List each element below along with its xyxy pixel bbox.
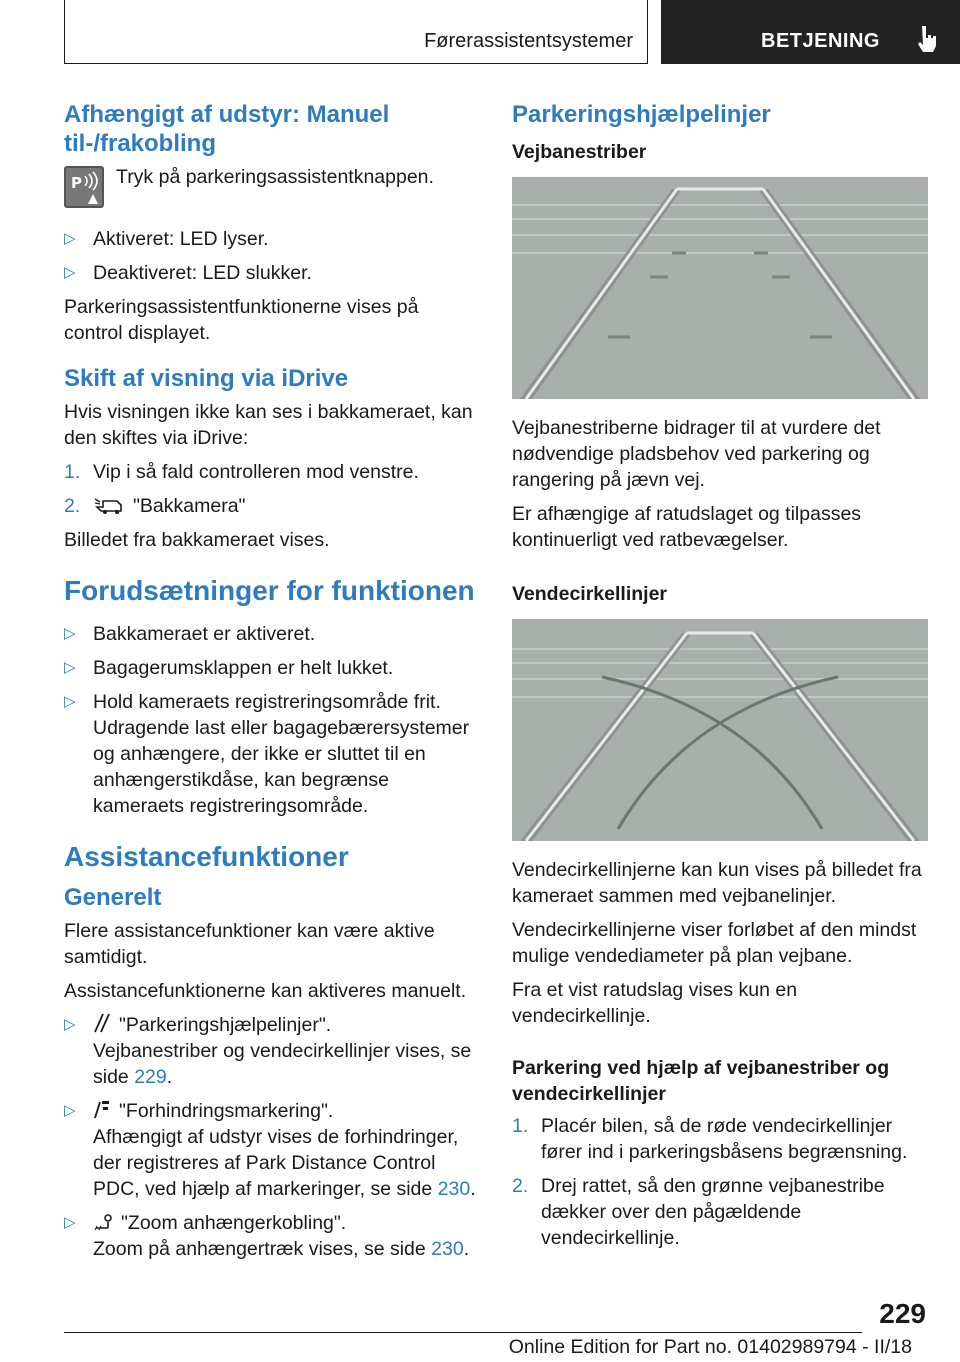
function-item: ▷ "Parkeringshjælpelinjer". Vejbanestriber og vendecirkellinjer vises, se side 229. xyxy=(64,1014,472,1088)
heading-assist-functions: Assistancefunktioner xyxy=(64,841,349,872)
numbered-step: 1. Placér bilen, så de røde vendecirkellinjer fører ind i parkeringsbåsens begrænsning. xyxy=(512,1115,908,1163)
page-link[interactable]: 230 xyxy=(431,1238,464,1260)
paragraph: Assistancefunktionerne kan aktiveres manuelt. xyxy=(64,980,467,1002)
function-item: ▷ "Zoom anhængerkobling". Zoom på anhængertræk vises, se side 230. xyxy=(64,1212,470,1260)
paragraph: Billedet fra bakkameraet vises. xyxy=(64,529,330,551)
header-chapter-tab xyxy=(661,0,960,64)
bullet-marker-icon: ▷ xyxy=(64,264,76,281)
parking-assist-button-icon xyxy=(64,166,104,208)
lane-lines-illustration xyxy=(512,177,928,399)
bullet-item: ▷ Deaktiveret: LED slukker. xyxy=(64,262,312,284)
heading-prerequisites: Forudsætninger for funktionen xyxy=(64,575,475,606)
button-instruction xyxy=(64,164,479,216)
right-column xyxy=(512,100,932,1259)
heading-manual-toggle: Afhængigt af udstyr: Manuel til-/frakobling xyxy=(64,101,390,157)
header-section-title: Førerassistentsystemer xyxy=(424,30,633,52)
heading-idrive: Skift af visning via iDrive xyxy=(64,365,349,392)
rear-camera-icon xyxy=(93,493,125,515)
bullet-marker-icon: ▷ xyxy=(64,1016,76,1033)
left-column xyxy=(64,100,479,1270)
subheading-parking-procedure: Parkering ved hjælp af vejbanestriber og vendecirkellinjer xyxy=(512,1057,890,1105)
paragraph: Flere assistancefunktioner kan være aktive samtidigt. xyxy=(64,920,435,968)
turning-lines-figure xyxy=(512,619,928,841)
paragraph: Hvis visningen ikke kan ses i bakkameraet, kan den skiftes via iDrive: xyxy=(64,401,473,449)
bullet-item: ▷ Aktiveret: LED lyser. xyxy=(64,228,269,250)
bullet-marker-icon: ▷ xyxy=(64,1102,76,1119)
bullet-item: ▷ Hold kameraets registreringsområde frit. Udragende last eller bagagebærersystemer og anhængere, der ikke er sluttet til en anhængerstikdåse, kan begrænse kameraets registreringsområde. xyxy=(64,691,470,817)
bullet-marker-icon: ▷ xyxy=(64,625,76,642)
footer-rule xyxy=(64,1332,862,1333)
page-link[interactable]: 229 xyxy=(134,1066,167,1088)
parking-lines-icon xyxy=(93,1012,111,1034)
header-chapter-title: BETJENING xyxy=(761,30,880,52)
paragraph: Er afhængige af ratudslaget og tilpasses kontinuerligt ved ratbevægelser. xyxy=(512,503,862,551)
paragraph: Vejbanestriberne bidrager til at vurdere det nødvendige pladsbehov ved parkering og rangering på jævn vej. xyxy=(512,417,881,491)
page-number: 229 xyxy=(879,1298,926,1329)
paragraph: Parkeringsassistentfunktionerne vises på control displayet. xyxy=(64,296,419,344)
heading-parking-lines: Parkeringshjælpelinjer xyxy=(512,101,771,128)
header-section-box xyxy=(64,0,648,64)
bullet-marker-icon: ▷ xyxy=(64,1214,76,1231)
hand-pointer-icon xyxy=(916,24,938,54)
function-item: ▷ "Forhindringsmarkering". Afhængigt af udstyr vises de forhindringer, der registreres af Park Distance Control PDC, ved hjælp af markeringer, se side 230. xyxy=(64,1100,476,1200)
paragraph: Fra et vist ratudslag vises kun en vendecirkellinje. xyxy=(512,979,798,1027)
numbered-step: 2. Drej rattet, så den grønne vejbanestribe dækker over den pågældende vendecirkellinje. xyxy=(512,1175,885,1249)
paragraph: Vendecirkellinjerne kan kun vises på billedet fra kameraet sammen med vejbanelinjer. xyxy=(512,859,922,907)
turning-lines-illustration xyxy=(512,619,928,841)
obstacle-marking-icon xyxy=(93,1098,111,1120)
bullet-marker-icon: ▷ xyxy=(64,693,76,710)
footer-edition: Online Edition for Part no. 01402989794 - II/18 xyxy=(508,1336,912,1358)
subheading-lane-lines: Vejbanestriber xyxy=(512,141,647,163)
paragraph: Vendecirkellinjerne viser forløbet af den mindst mulige vendediameter på plan vejbane. xyxy=(512,919,917,967)
lane-lines-figure xyxy=(512,177,928,399)
trailer-hitch-zoom-icon xyxy=(93,1210,113,1232)
bullet-marker-icon: ▷ xyxy=(64,230,76,247)
page-link[interactable]: 230 xyxy=(437,1178,471,1200)
numbered-step: 1. Vip i så fald controlleren mod venstre. xyxy=(64,461,419,483)
button-instruction-text: Tryk på parkeringsassistentknappen. xyxy=(116,166,434,188)
svg-text:P: P xyxy=(71,174,82,192)
heading-general: Generelt xyxy=(64,884,162,911)
subheading-turning-lines: Vendecirkellinjer xyxy=(512,583,668,605)
bullet-item: ▷ Bakkameraet er aktiveret. xyxy=(64,623,316,645)
bullet-item: ▷ Bagagerumsklappen er helt lukket. xyxy=(64,657,394,679)
bullet-marker-icon: ▷ xyxy=(64,659,76,676)
numbered-step: 2. "Bakkamera" xyxy=(64,495,246,517)
